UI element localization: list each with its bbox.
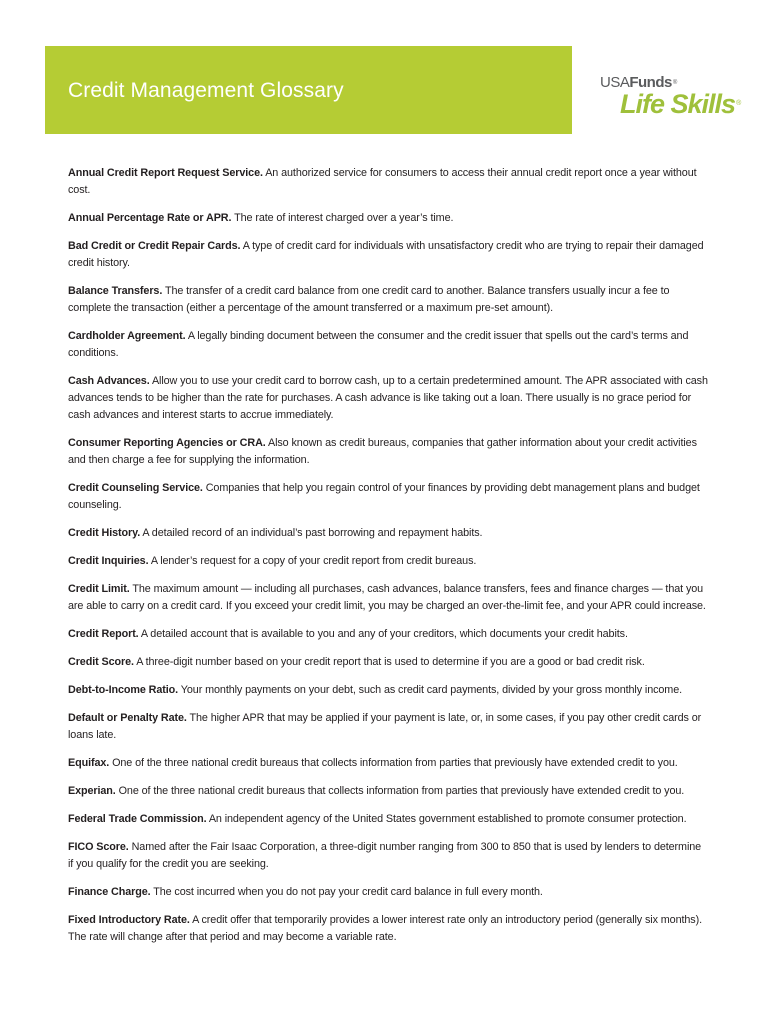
glossary-entry xyxy=(68,884,708,901)
glossary-entry xyxy=(68,283,708,317)
glossary-entry xyxy=(68,480,708,514)
glossary-definition: A type of credit card for individuals with unsatisfactory credit who are trying to repair their damaged credit history. xyxy=(68,240,704,269)
glossary-term: Credit Counseling Service. xyxy=(68,482,203,494)
glossary-term: Federal Trade Commission. xyxy=(68,813,207,825)
glossary-term: Credit History. xyxy=(68,527,141,539)
glossary-definition: An authorized service for consumers to access their annual credit report once a year without cost. xyxy=(68,167,697,196)
glossary-entry xyxy=(68,710,708,744)
logo-registered-mark: ® xyxy=(672,80,678,86)
usafunds-life-skills-logo xyxy=(598,74,741,122)
glossary-term: Finance Charge. xyxy=(68,886,151,898)
glossary-term: Default or Penalty Rate. xyxy=(68,712,187,724)
glossary-definition: A detailed record of an individual’s past borrowing and repayment habits. xyxy=(142,527,483,539)
header-band xyxy=(45,46,572,134)
glossary-entry xyxy=(68,165,708,199)
logo-life-skills-text: Life Skills xyxy=(620,89,736,119)
glossary-term: Consumer Reporting Agencies or CRA. xyxy=(68,437,266,449)
glossary-term: Cardholder Agreement. xyxy=(68,330,186,342)
logo-life-skills xyxy=(620,88,740,120)
glossary-entry xyxy=(68,435,708,469)
glossary-definition: A three-digit number based on your credit report that is used to determine if you are a good or bad credit risk. xyxy=(136,656,645,668)
glossary-definition: One of the three national credit bureaus that collects information from parties that previously have extended credit to you. xyxy=(118,785,685,797)
glossary-entry xyxy=(68,811,708,828)
glossary-term: Credit Inquiries. xyxy=(68,555,149,567)
glossary-term: Debt-to-Income Ratio. xyxy=(68,684,179,696)
glossary-definition: A lender’s request for a copy of your credit report from credit bureaus. xyxy=(150,555,477,567)
glossary-definition: An independent agency of the United States government established to promote consumer protection. xyxy=(208,813,687,825)
glossary-entry xyxy=(68,210,708,227)
glossary-definition: Also known as credit bureaus, companies that gather information about your credit activities and then charge a fee for supplying the information. xyxy=(68,437,697,466)
glossary-term: Experian. xyxy=(68,785,116,797)
glossary-definition: A legally binding document between the consumer and the credit issuer that spells out the card’s terms and conditions. xyxy=(68,330,689,359)
glossary-definition: The rate of interest charged over a year’s time. xyxy=(234,212,454,224)
glossary-term: Equifax. xyxy=(68,757,110,769)
logo-usa-text: USA xyxy=(600,74,630,91)
glossary-entry xyxy=(68,581,708,615)
glossary-entry xyxy=(68,783,708,800)
glossary-term: Cash Advances. xyxy=(68,375,150,387)
glossary-entry xyxy=(68,912,708,946)
glossary-definition: The higher APR that may be applied if your payment is late, or, in some cases, if you pay other credit cards or loans late. xyxy=(68,712,702,741)
glossary-term: Credit Limit. xyxy=(68,583,130,595)
glossary-entry xyxy=(68,525,708,542)
glossary-definition: Companies that help you regain control of your finances by providing debt management plans and budget counseling. xyxy=(68,482,700,511)
glossary-term: Annual Credit Report Request Service. xyxy=(68,167,263,179)
logo-registered-mark-2: ® xyxy=(736,100,741,107)
glossary-entry xyxy=(68,839,708,873)
glossary-entry xyxy=(68,553,708,570)
glossary-term: Credit Score. xyxy=(68,656,134,668)
logo-funds-text: Funds xyxy=(629,74,672,91)
glossary-term: Bad Credit or Credit Repair Cards. xyxy=(68,240,241,252)
glossary-term: Fixed Introductory Rate. xyxy=(68,914,190,926)
glossary-definition: Named after the Fair Isaac Corporation, a three-digit number ranging from 300 to 850 that is used by lenders to determine if you qualify for the credit you are seeking. xyxy=(68,841,702,870)
glossary-entry xyxy=(68,626,708,643)
glossary-definition: The transfer of a credit card balance from one credit card to another. Balance transfers usually incur a fee to complete the transaction (either a percentage of the amount transferred or a maximum pre-set amount). xyxy=(68,285,670,314)
glossary-entry xyxy=(68,755,708,772)
glossary-definition: A detailed account that is available to you and any of your creditors, which documents your credit habits. xyxy=(140,628,628,640)
glossary-term: FICO Score. xyxy=(68,841,129,853)
glossary-definition: The cost incurred when you do not pay your credit card balance in full every month. xyxy=(153,886,543,898)
glossary-entry xyxy=(68,328,708,362)
page-title: Credit Management Glossary xyxy=(68,79,344,102)
glossary-term: Credit Report. xyxy=(68,628,139,640)
glossary-term: Balance Transfers. xyxy=(68,285,163,297)
glossary-list xyxy=(68,165,708,957)
glossary-definition: The maximum amount — including all purchases, cash advances, balance transfers, fees and finance charges — that you are able to carry on a credit card. If you exceed your credit limit, you may be charged an over-the-limit fee, and your APR could increase. xyxy=(68,583,706,612)
glossary-entry xyxy=(68,373,708,424)
glossary-definition: Allow you to use your credit card to borrow cash, up to a certain predetermined amount. The APR associated with cash advances tends to be higher than the rate for purchases. A cash advance is like taking out a loan. There usually is no grace period for cash advances and interest starts to accrue immediately. xyxy=(68,375,708,421)
glossary-entry xyxy=(68,654,708,671)
glossary-entry xyxy=(68,238,708,272)
glossary-definition: Your monthly payments on your debt, such as credit card payments, divided by your gross monthly income. xyxy=(180,684,683,696)
glossary-entry xyxy=(68,682,708,699)
glossary-definition: One of the three national credit bureaus that collects information from parties that previously have extended credit to you. xyxy=(112,757,678,769)
glossary-definition: A credit offer that temporarily provides a lower interest rate only an introductory period (generally six months). The rate will change after that period and may become a variable rate. xyxy=(68,914,702,943)
glossary-term: Annual Percentage Rate or APR. xyxy=(68,212,232,224)
